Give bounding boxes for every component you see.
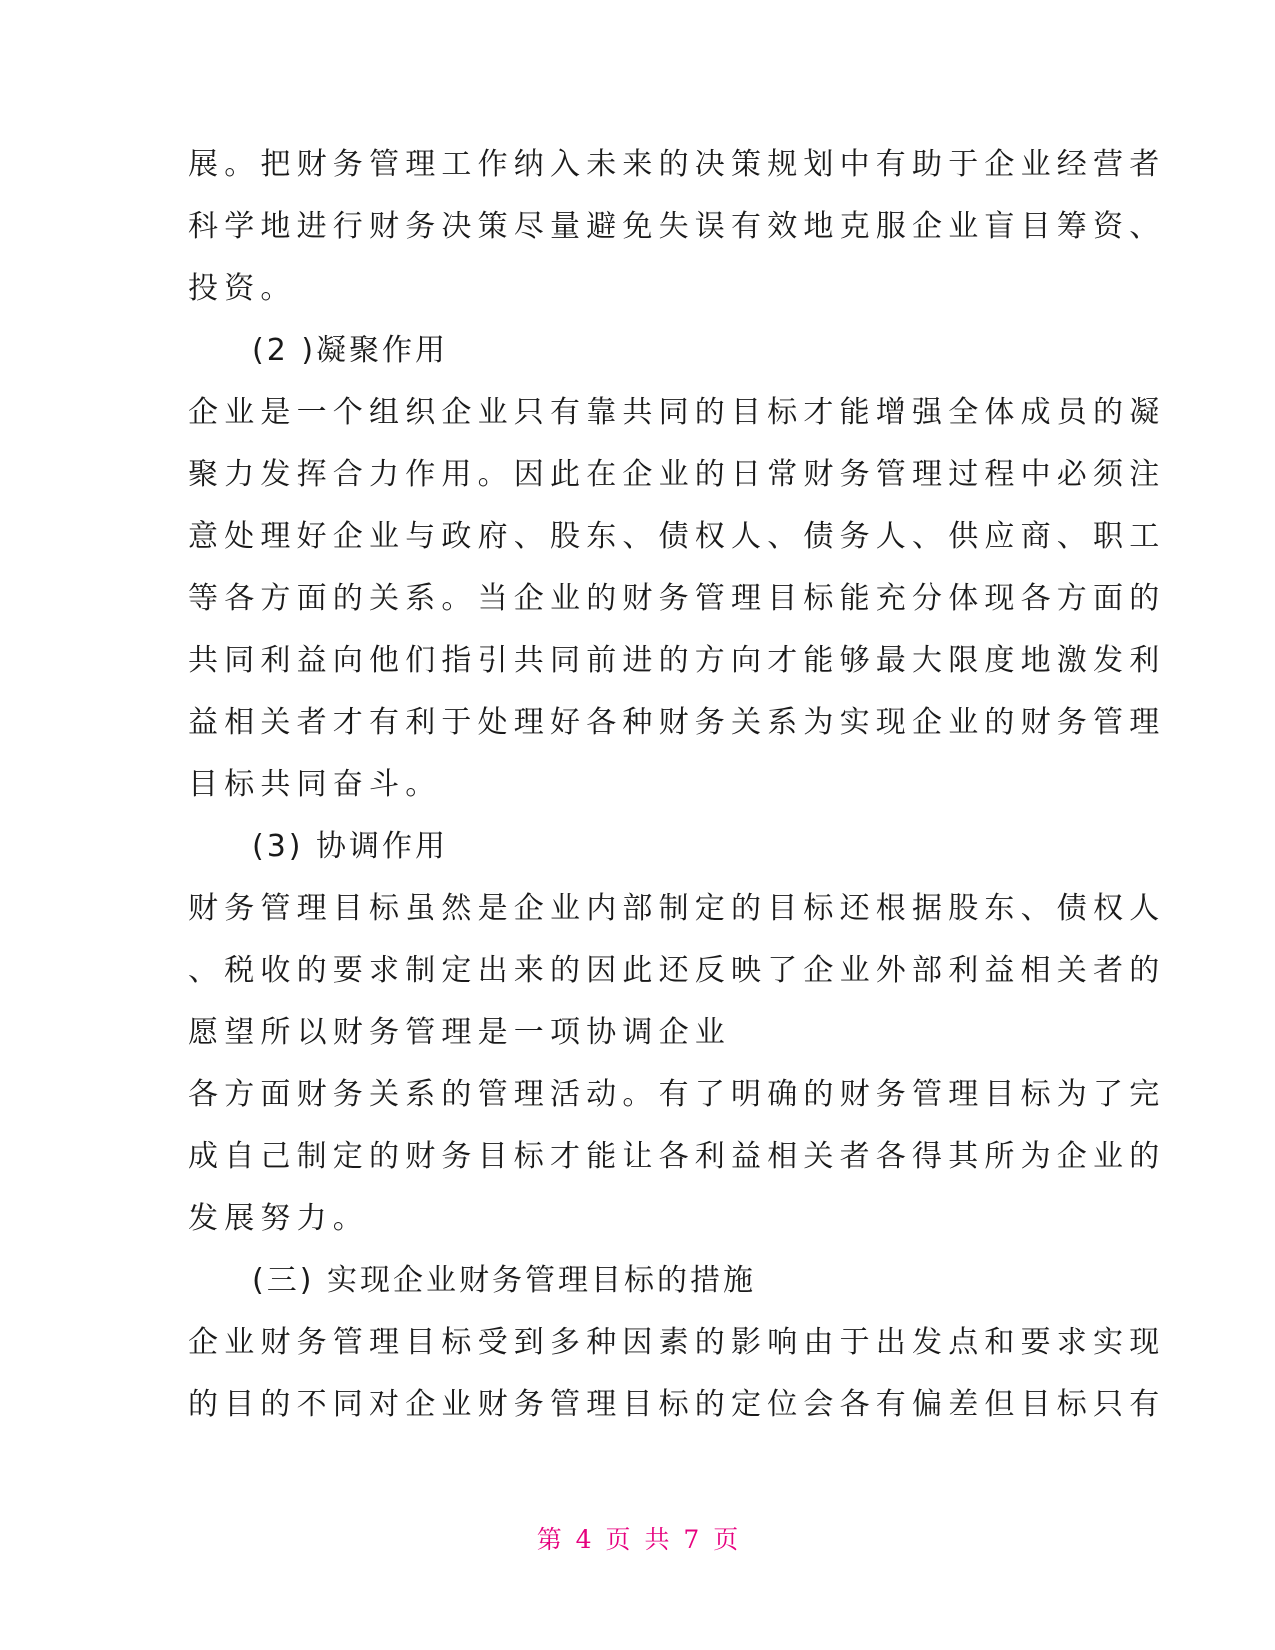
body-line-18: 发展努力。 <box>188 1201 369 1236</box>
body-line-9: 共同利益向他们指引共同前进的方向才能够最大限度地激发利 <box>188 643 1166 678</box>
section-heading-measures: (三) 实现企业财务管理目标的措施 <box>252 1263 756 1298</box>
body-line-3: 投资。 <box>188 271 297 306</box>
body-line-13: 财务管理目标虽然是企业内部制定的目标还根据股东、债权人 <box>188 891 1166 926</box>
body-line-11: 目标共同奋斗。 <box>188 767 442 802</box>
body-line-7: 意处理好企业与政府、股东、债权人、债务人、供应商、职工 <box>188 519 1166 554</box>
body-line-20: 企业财务管理目标受到多种因素的影响由于出发点和要求实现 <box>188 1325 1166 1360</box>
page-number-footer: 第 4 页 共 7 页 <box>536 1525 739 1554</box>
body-line-15: 愿望所以财务管理是一项协调企业 <box>188 1015 731 1050</box>
body-line-2: 科学地进行财务决策尽量避免失误有效地克服企业盲目筹资、 <box>188 209 1166 244</box>
body-line-16: 各方面财务关系的管理活动。有了明确的财务管理目标为了完 <box>188 1077 1166 1112</box>
body-line-21: 的目的不同对企业财务管理目标的定位会各有偏差但目标只有 <box>188 1387 1166 1422</box>
body-line-5: 企业是一个组织企业只有靠共同的目标才能增强全体成员的凝 <box>188 395 1166 430</box>
section-heading-cohesion: (2 )凝聚作用 <box>252 333 449 368</box>
body-line-14: 、税收的要求制定出来的因此还反映了企业外部利益相关者的 <box>188 953 1166 988</box>
body-line-8: 等各方面的关系。当企业的财务管理目标能充分体现各方面的 <box>188 581 1166 616</box>
body-line-10: 益相关者才有利于处理好各种财务关系为实现企业的财务管理 <box>188 705 1166 740</box>
body-line-1: 展。把财务管理工作纳入未来的决策规划中有助于企业经营者 <box>188 147 1166 182</box>
section-heading-coordination: (3) 协调作用 <box>252 829 449 864</box>
body-line-6: 聚力发挥合力作用。因此在企业的日常财务管理过程中必须注 <box>188 457 1166 492</box>
body-line-17: 成自己制定的财务目标才能让各利益相关者各得其所为企业的 <box>188 1139 1166 1174</box>
